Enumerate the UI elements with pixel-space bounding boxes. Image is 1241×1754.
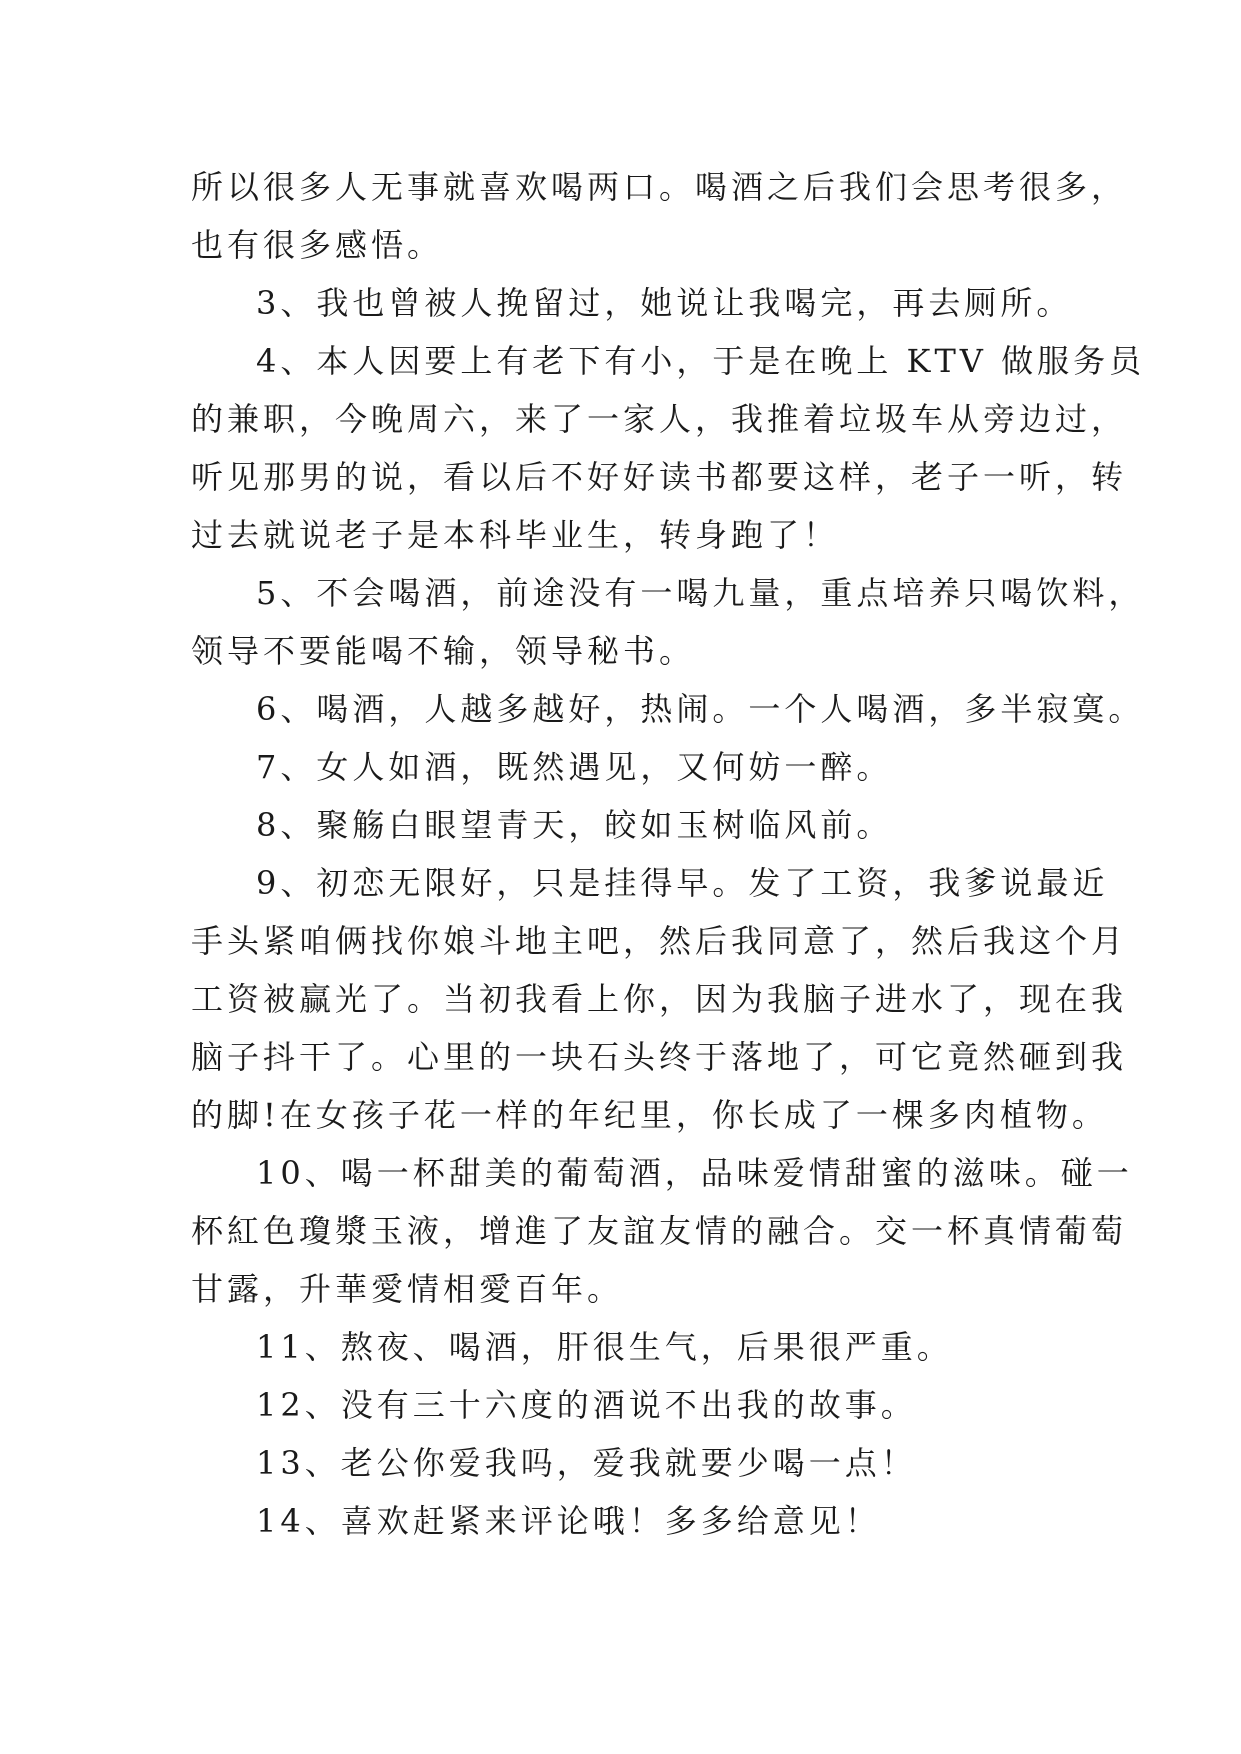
text-line: 4、本人因要上有老下有小，于是在晚上 KTV 做服务员 (256, 342, 1146, 380)
text-line: 7、女人如酒，既然遇见，又何妨一醉。 (256, 748, 893, 786)
text-line: 手头紧咱俩找你娘斗地主吧，然后我同意了，然后我这个月 (191, 922, 1128, 960)
text-line: 14、喜欢赶紧来评论哦！多多给意见！ (256, 1502, 881, 1540)
text-line: 杯紅色瓊漿玉液，增進了友誼友情的融合。交一杯真情葡萄 (191, 1212, 1128, 1250)
text-line: 工资被赢光了。当初我看上你，因为我脑子进水了，现在我 (191, 980, 1128, 1018)
text-line: 脑子抖干了。心里的一块石头终于落地了，可它竟然砸到我 (191, 1038, 1128, 1076)
text-line: 也有很多感悟。 (191, 226, 444, 264)
text-line: 9、初恋无限好，只是挂得早。发了工资，我爹说最近 (256, 864, 1109, 902)
text-line: 13、老公你爱我吗，爱我就要少喝一点！ (256, 1444, 917, 1482)
text-line: 12、没有三十六度的酒说不出我的故事。 (256, 1386, 917, 1424)
text-line: 5、不会喝酒，前途没有一喝九量，重点培养只喝饮料， (256, 574, 1145, 612)
text-line: 6、喝酒，人越多越好，热闹。一个人喝酒，多半寂寞。 (256, 690, 1145, 728)
text-line: 的脚!在女孩子花一样的年纪里，你长成了一棵多肉植物。 (191, 1096, 1108, 1134)
text-line: 领导不要能喝不输，领导秘书。 (191, 632, 696, 670)
text-line: 11、熬夜、喝酒，肝很生气，后果很严重。 (256, 1328, 953, 1366)
text-line: 3、我也曾被人挽留过，她说让我喝完，再去厕所。 (256, 284, 1073, 322)
text-line: 所以很多人无事就喜欢喝两口。喝酒之后我们会思考很多， (191, 168, 1128, 206)
text-line: 甘露，升華愛情相愛百年。 (191, 1270, 624, 1308)
text-line: 过去就说老子是本科毕业生，转身跑了！ (191, 516, 840, 554)
text-line: 8、聚觞白眼望青天，皎如玉树临风前。 (256, 806, 893, 844)
text-line: 10、喝一杯甜美的葡萄酒，品味爱情甜蜜的滋味。碰一 (256, 1154, 1133, 1192)
text-line: 听见那男的说，看以后不好好读书都要这样，老子一听，转 (191, 458, 1128, 496)
text-line: 的兼职，今晚周六，来了一家人，我推着垃圾车从旁边过， (191, 400, 1128, 438)
